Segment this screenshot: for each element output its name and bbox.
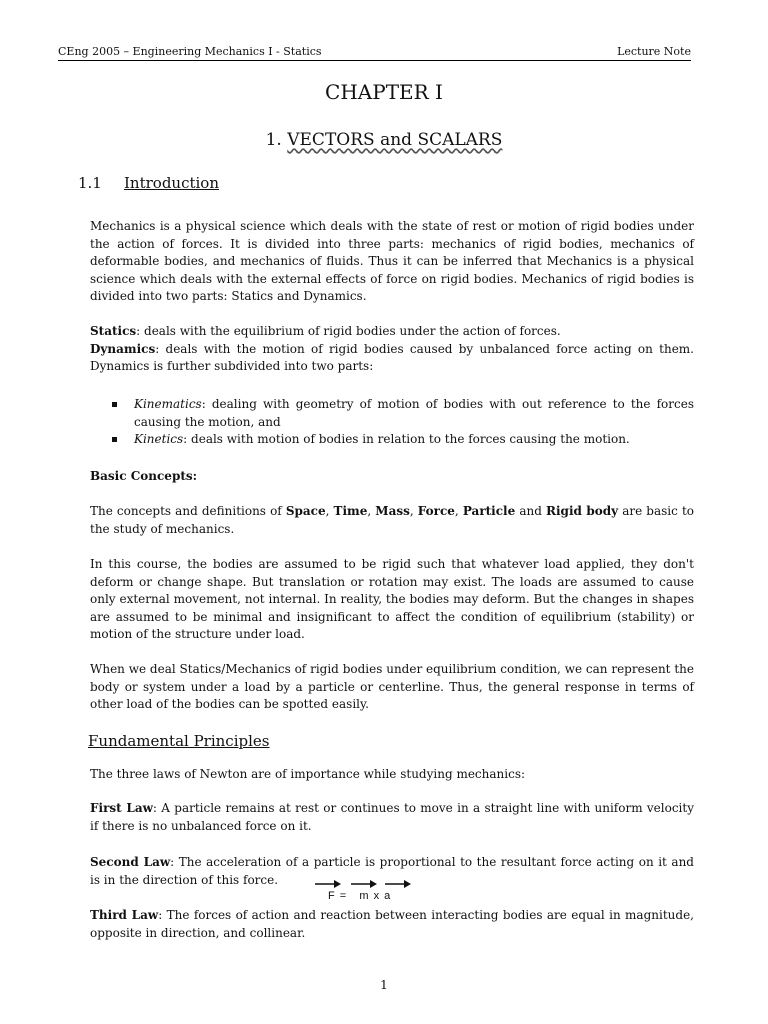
section-number: 1. bbox=[265, 130, 282, 150]
kinetics-term: Kinetics bbox=[134, 432, 184, 446]
newton-second-law-formula bbox=[314, 879, 424, 905]
course-title: CEng 2005 – Engineering Mechanics I - Statics bbox=[58, 45, 322, 58]
subsection-number: 1.1 bbox=[78, 174, 102, 192]
dynamics-term: Dynamics bbox=[90, 341, 156, 356]
statics-definition: Statics: deals with the equilibrium of rigid bodies under the action of forces. bbox=[90, 324, 561, 338]
formula-text: F = m x a bbox=[328, 890, 392, 902]
bullet-marker-icon bbox=[112, 402, 117, 407]
newton-laws-intro: The three laws of Newton are of importance while studying mechanics: bbox=[90, 767, 526, 781]
fundamental-principles-heading: Fundamental Principles bbox=[88, 732, 270, 750]
third-law-paragraph: Third Law: The forces of action and reaction between interacting bodies are equal in magnitude, opposite in direction, and collinear. bbox=[90, 908, 694, 940]
statics-term: Statics bbox=[90, 324, 137, 338]
equilibrium-paragraph: When we deal Statics/Mechanics of rigid bodies under equilibrium condition, we can represent the body or system under a load by a particle or centerline. Thus, the general response in terms of other load of the bodies can be spotted easily. bbox=[90, 662, 694, 711]
kinematics-term: Kinematics bbox=[134, 397, 202, 411]
third-law-term: Third Law bbox=[90, 908, 159, 922]
vector-arrow-icon bbox=[350, 879, 378, 889]
subsection-title: Introduction bbox=[124, 174, 219, 192]
first-law-paragraph: First Law: A particle remains at rest or continues to move in a straight line with uniform velocity if there is no unbalanced force on it. bbox=[90, 801, 694, 833]
statics-dynamics-paragraph bbox=[90, 323, 694, 376]
basic-concepts-heading: Basic Concepts: bbox=[90, 469, 198, 483]
dynamics-definition: Dynamics: deals with the motion of rigid bodies caused by unbalanced force acting on them. Dynamics is further subdivided into two parts: bbox=[90, 341, 694, 373]
list-item: Kinetics: deals with motion of bodies in relation to the forces causing the motion. bbox=[112, 431, 694, 449]
list-item: Kinematics: dealing with geometry of motion of bodies with out reference to the forces causing the motion, and bbox=[112, 396, 694, 431]
vector-arrow-icon bbox=[384, 879, 412, 889]
rigid-body-assumption-paragraph: In this course, the bodies are assumed to be rigid such that whatever load applied, they don't deform or change shape. But translation or rotation may exist. The loads are assumed to cause only external movement, not internal. In reality, the bodies may deform. But the changes in shapes are assumed to be minimal and insignificant to affect the condition of equilibrium (stability) or motion of the structure under load. bbox=[90, 557, 694, 641]
second-law-paragraph: Second Law: The acceleration of a particle is proportional to the resultant force acting on it and is in the direction of this force. bbox=[90, 855, 694, 887]
section-title bbox=[0, 129, 768, 151]
running-header bbox=[58, 45, 691, 61]
dynamics-subdivision-list bbox=[112, 396, 694, 449]
vector-arrow-icon bbox=[314, 879, 342, 889]
page-number: 1 bbox=[380, 978, 388, 992]
section-name: VECTORS and SCALARS bbox=[287, 130, 503, 150]
bullet-marker-icon bbox=[112, 437, 117, 442]
intro-paragraph: Mechanics is a physical science which deals with the state of rest or motion of rigid bodies under the action of forces. It is divided into three parts: mechanics of rigid bodies, mechanics of deformable bodies, and mechanics of fluids. Thus it can be inferred that Mechanics is a physical science which deals with the external effects of force on rigid bodies. Mechanics of rigid bodies is divided into two parts: Statics and Dynamics. bbox=[90, 219, 694, 303]
document-type: Lecture Note bbox=[617, 45, 691, 58]
first-law-term: First Law bbox=[90, 801, 153, 815]
chapter-title: CHAPTER I bbox=[325, 80, 443, 104]
second-law-term: Second Law bbox=[90, 855, 171, 869]
basic-concepts-paragraph: The concepts and definitions of Space, Time, Mass, Force, Particle and Rigid body are basic to the study of mechanics. bbox=[90, 504, 694, 536]
